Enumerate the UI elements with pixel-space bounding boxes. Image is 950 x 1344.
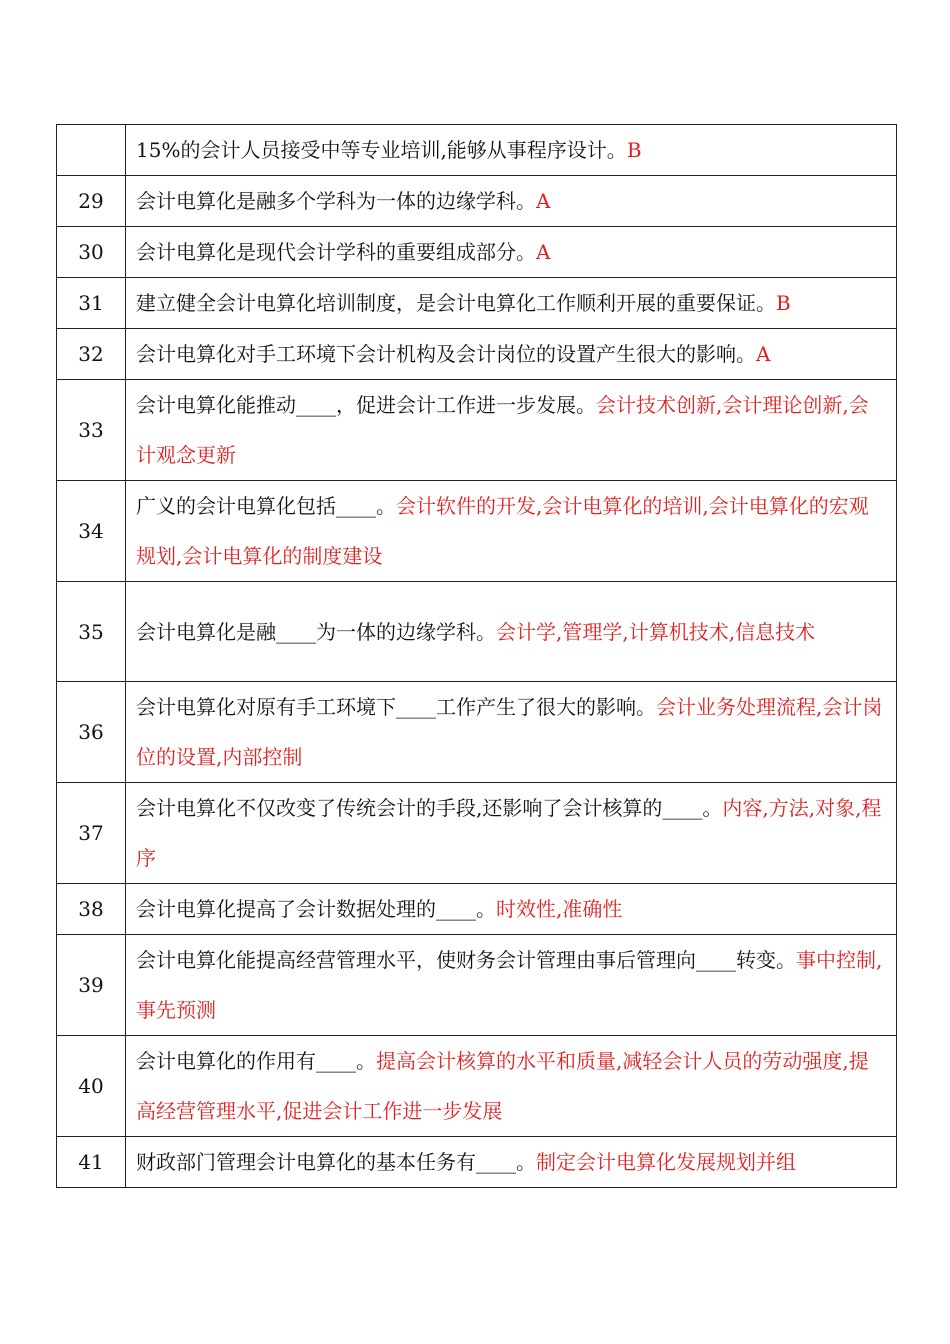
- table-row: [57, 1137, 897, 1188]
- question-cell: [126, 278, 897, 329]
- question-cell: [126, 227, 897, 278]
- question-text: 会计电算化对手工环境下会计机构及会计岗位的设置产生很大的影响。: [136, 342, 756, 366]
- table-row: [57, 380, 897, 481]
- answer-text: 会计技术创新,会计理论创新,会计观念更新: [136, 393, 869, 467]
- question-cell: [126, 380, 897, 481]
- row-number: 29: [57, 176, 126, 227]
- question-cell: [126, 176, 897, 227]
- question-cell: [126, 481, 897, 582]
- row-number: 41: [57, 1137, 126, 1188]
- table-row: [57, 682, 897, 783]
- question-cell: [126, 682, 897, 783]
- table-row: [57, 481, 897, 582]
- row-number: 38: [57, 884, 126, 935]
- question-cell: [126, 884, 897, 935]
- question-text: 会计电算化对原有手工环境下____工作产生了很大的影响。: [136, 695, 656, 719]
- question-text: 建立健全会计电算化培训制度，是会计电算化工作顺利开展的重要保证。: [136, 291, 776, 315]
- question-cell: [126, 329, 897, 380]
- row-number: 30: [57, 227, 126, 278]
- question-text: 会计电算化能提高经营管理水平，使财务会计管理由事后管理向____转变。: [136, 948, 796, 972]
- table-row: [57, 783, 897, 884]
- table-row: [57, 582, 897, 682]
- table-row: [57, 1036, 897, 1137]
- answer-text: 内容,方法,对象,程序: [136, 796, 882, 870]
- question-text: 财政部门管理会计电算化的基本任务有____。: [136, 1150, 536, 1174]
- question-cell: [126, 582, 897, 682]
- question-cell: [126, 125, 897, 176]
- table-row: [57, 935, 897, 1036]
- row-number: [57, 125, 126, 176]
- answer-text: A: [536, 189, 551, 213]
- table-row: [57, 176, 897, 227]
- table-row: [57, 227, 897, 278]
- question-text: 会计电算化的作用有____。: [136, 1049, 376, 1073]
- answer-text: 会计学,管理学,计算机技术,信息技术: [496, 619, 816, 644]
- question-text: 15%的会计人员接受中等专业培训,能够从事程序设计。: [136, 138, 627, 162]
- row-number: 32: [57, 329, 126, 380]
- answer-text: B: [626, 138, 642, 162]
- row-number: 36: [57, 682, 126, 783]
- question-text: 会计电算化能推动____，促进会计工作进一步发展。: [136, 393, 596, 417]
- answer-text: A: [756, 342, 771, 366]
- answer-text: B: [776, 291, 791, 315]
- answer-text: 提高会计核算的水平和质量,减轻会计人员的劳动强度,提高经营管理水平,促进会计工作进一步发展: [136, 1049, 869, 1123]
- table-row: [57, 884, 897, 935]
- table-row: [57, 278, 897, 329]
- question-cell: [126, 1036, 897, 1137]
- question-cell: [126, 783, 897, 884]
- question-text: 会计电算化提高了会计数据处理的____。: [136, 897, 496, 921]
- question-cell: [126, 1137, 897, 1188]
- question-text: 会计电算化不仅改变了传统会计的手段,还影响了会计核算的____。: [136, 796, 723, 820]
- question-text: 会计电算化是融____为一体的边缘学科。: [136, 619, 496, 644]
- question-text: 会计电算化是融多个学科为一体的边缘学科。: [136, 189, 536, 213]
- answer-text: 时效性,准确性: [496, 897, 623, 921]
- table-row: [57, 125, 897, 176]
- answer-text: 会计软件的开发,会计电算化的培训,会计电算化的宏观规划,会计电算化的制度建设: [136, 494, 869, 568]
- answer-text: 制定会计电算化发展规划并组: [536, 1150, 796, 1174]
- table-row: [57, 329, 897, 380]
- row-number: 39: [57, 935, 126, 1036]
- answer-text: 事中控制,事先预测: [136, 948, 883, 1022]
- row-number: 31: [57, 278, 126, 329]
- row-number: 37: [57, 783, 126, 884]
- question-text: 广义的会计电算化包括____。: [136, 494, 396, 518]
- question-table: [56, 124, 897, 1188]
- row-number: 34: [57, 481, 126, 582]
- row-number: 40: [57, 1036, 126, 1137]
- question-text: 会计电算化是现代会计学科的重要组成部分。: [136, 240, 536, 264]
- row-number: 33: [57, 380, 126, 481]
- row-number: 35: [57, 582, 126, 682]
- answer-text: A: [536, 240, 551, 264]
- answer-text: 会计业务处理流程,会计岗位的设置,内部控制: [136, 695, 883, 769]
- question-cell: [126, 935, 897, 1036]
